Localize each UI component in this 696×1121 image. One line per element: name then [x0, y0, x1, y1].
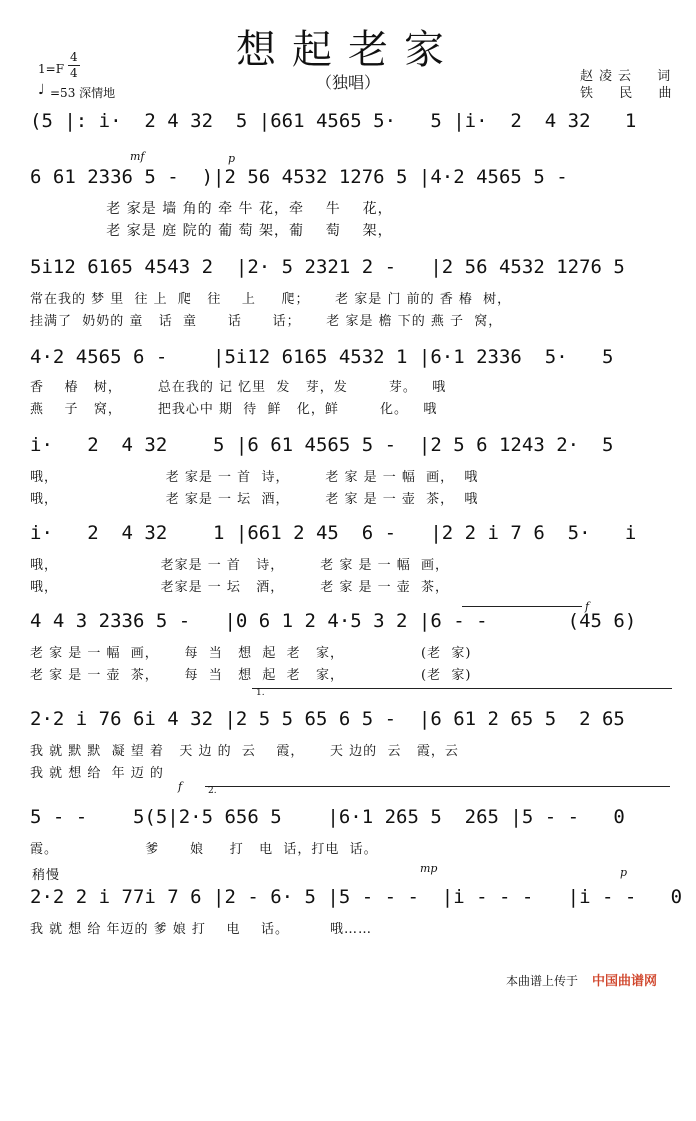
- lyric-line: 挂满了 奶奶的 童 话 童 话 话； 老 家是 檐 下的 燕 子 窝，: [30, 314, 503, 329]
- lyric-line: 燕 子 窝， 把我心中 期 待 鲜 化，鲜 化。 哦: [30, 402, 438, 417]
- lyric-line: 哦， 老家是 一 坛 酒， 老 家 是 一 壶 茶，: [30, 580, 450, 595]
- dynamic-marking: mf: [130, 150, 145, 163]
- dynamic-marking: f: [585, 600, 590, 613]
- site-logo[interactable]: 中国曲谱网: [592, 974, 658, 989]
- lyric-line: 老 家是 庭 院的 葡 萄 架，葡 萄 架，: [30, 223, 393, 239]
- lyricist-credit: 赵凌云 词: [580, 69, 677, 84]
- notation-line: 5 - - 5(5|2·5 656 5 |6·1 265 5 265 |5 - - 0: [30, 806, 625, 828]
- notation-line: 4·2 4565 6 - |5i12 6165 4532 1 |6·1 2336 5· 5: [30, 346, 614, 368]
- lyric-line: 我 就 想 给 年 迈 的: [30, 766, 164, 781]
- volta-number: 2.: [208, 786, 217, 796]
- lyric-line: 哦， 老 家是 一 首 诗， 老 家 是 一 幅 画， 哦: [30, 470, 479, 485]
- crescendo-line: [462, 606, 582, 607]
- lyric-line: 哦， 老家是 一 首 诗， 老 家 是 一 幅 画，: [30, 558, 450, 573]
- dynamic-marking: f: [178, 780, 183, 793]
- notation-line: 2·2 i 76 6i 4 32 |2 5 5 65 6 5 - |6 61 2 65 5 2 65: [30, 708, 625, 730]
- lyric-line: 常在我的 梦 里 往 上 爬 往 上 爬； 老 家是 门 前的 香 椿 树，: [30, 292, 512, 307]
- composer-credit: 铁 民 曲: [580, 86, 678, 101]
- footer-upload-text: 本曲谱上传于: [506, 974, 579, 988]
- dynamic-marking: mp: [420, 862, 438, 875]
- lyric-line: 哦， 老 家是 一 坛 酒， 老 家 是 一 壶 茶， 哦: [30, 492, 479, 507]
- time-signature-top: 4: [70, 50, 78, 64]
- page-title: 想起老家: [236, 27, 460, 73]
- key-signature: 1=F: [38, 62, 65, 76]
- lyric-line: 香 椿 树， 总在我的 记 忆里 发 芽，发 芽。 哦: [30, 380, 447, 395]
- volta-bracket: [252, 688, 672, 689]
- notation-line: i· 2 4 32 1 |661 2 45 6 - |2 2 i 7 6 5· i: [30, 522, 637, 544]
- dynamic-marking-p: p: [620, 866, 628, 879]
- subtitle: （独唱）: [315, 73, 380, 92]
- volta-bracket: [205, 786, 670, 787]
- tempo-marking: =53 深情地: [50, 86, 116, 100]
- lyric-line: 我 就 想 给 年迈的 爹 娘 打 电 话。 哦……: [30, 922, 373, 937]
- lyric-line: 老 家是 墙 角的 牵 牛 花，牵 牛 花，: [30, 201, 393, 217]
- lyric-line: 我 就 默 默 凝 望 着 天 边 的 云 霞， 天 边的 云 霞，云: [30, 744, 459, 759]
- tempo-change: 稍慢: [32, 868, 61, 883]
- notation-line: 5i12 6165 4543 2 |2· 5 2321 2 - |2 56 4532 1276 5: [30, 256, 625, 278]
- volta-number: 1.: [256, 688, 265, 698]
- dynamic-marking: p: [228, 152, 236, 165]
- quarter-note-icon: ♩: [38, 82, 45, 98]
- notation-line: 4 4 3 2336 5 - |0 6 1 2 4·5 3 2 |6 - - (45 6): [30, 610, 637, 632]
- notation-line: 2·2 2 i 77i 7 6 |2 - 6· 5 |5 - - - |i - - - |i - - 0: [30, 886, 683, 908]
- notation-line: i· 2 4 32 5 |6 61 4565 5 - |2 5 6 1243 2· 5: [30, 434, 614, 456]
- lyric-line: 老 家 是 一 壶 茶， 每 当 想 起 老 家， (老 家): [30, 668, 472, 683]
- time-signature-bottom: 4: [70, 66, 78, 80]
- lyric-line: 霞。 爹 娘 打 电 话，打电 话。: [30, 842, 378, 857]
- notation-line: 6 61 2336 5 - )|2 56 4532 1276 5 |4·2 4565 5 -: [30, 166, 568, 188]
- notation-line: (5 |: i· 2 4 32 5 |661 4565 5· 5 |i· 2 4 32 1: [30, 110, 637, 132]
- lyric-line: 老 家 是 一 幅 画， 每 当 想 起 老 家， (老 家): [30, 646, 472, 661]
